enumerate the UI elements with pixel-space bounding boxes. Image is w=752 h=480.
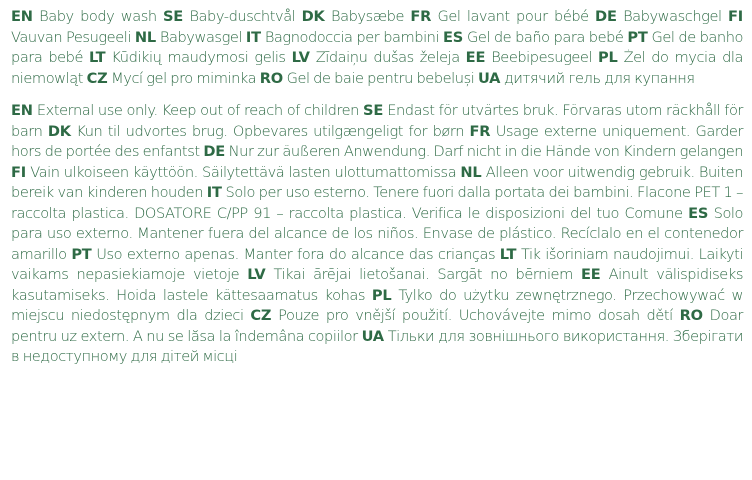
product-name-text: Mycí gel pro miminka (111, 69, 257, 87)
warning-text: Alleen voor uitwendig gebruik. Buiten bereik van kinderen houden (11, 163, 744, 201)
warning-text: Kun til udvortes brug. Opbevares utilgængeligt for børn (76, 122, 464, 140)
product-name-text: Babywasgel (159, 28, 243, 46)
language-code-ua: UA (477, 69, 501, 87)
language-code-es: ES (688, 204, 709, 222)
product-name-text: Babywaschgel (623, 8, 722, 25)
language-code-fr: FR (469, 122, 491, 140)
product-name-text: Żel do mycia dla niemowląt (11, 49, 743, 87)
language-code-lt: LT (88, 49, 106, 66)
language-code-lt: LT (499, 245, 517, 263)
language-code-cz: CZ (250, 307, 272, 324)
language-code-ro: RO (679, 307, 703, 324)
language-code-ua: UA (361, 327, 384, 345)
language-code-nl: NL (460, 163, 482, 181)
language-code-ee: EE (465, 49, 486, 66)
warning-text: Solo para uso externo. Mantener fuera del alcance de los niños. Envase de plástico. Recíclalo en el contenedor amarillo (11, 204, 744, 263)
language-code-lv: LV (247, 266, 266, 283)
language-code-dk: DK (301, 8, 325, 25)
warning-text: Solo per uso esterno. Tenere fuori dalla portata dei bambini. Flacone PET 1 – raccolta plastica. DOSATORE C/PP 91 – raccolta plastica. Verifica le disposizioni del tuo Comune (11, 184, 743, 222)
warning-text: Nur zur äußeren Anwendung. Darf nicht in die Hände von Kindern gelangen (228, 143, 744, 160)
language-code-nl: NL (134, 28, 156, 46)
product-name-text: Gel de baie pentru bebeluși (286, 69, 475, 87)
language-code-fi: FI (11, 163, 26, 181)
language-code-en: EN (11, 102, 33, 119)
product-name-text: Babysæbe (331, 8, 404, 25)
language-code-it: IT (206, 184, 222, 201)
warning-text: Uso externo apenas. Manter fora do alcance das crianças (96, 245, 496, 263)
warning-text: Vain ulkoiseen käyttöön. Säilytettävä lasten ulottumattomissa (30, 163, 457, 181)
language-code-de: DE (595, 8, 617, 25)
warning-text: Usage externe uniquement. Garder hors de portée des enfantst (11, 122, 744, 160)
warning-text: Tikai ārējai lietošanai. Sargāt no bērniem (273, 266, 573, 283)
warning-text: Pouze pro vnější použití. Uchovávejte mimo dosah dětí (278, 307, 673, 324)
language-code-ee: EE (580, 266, 601, 283)
product-name-text: Zīdaiņu dušas želeja (315, 49, 460, 66)
product-name-text: Kūdikių maudymosi gelis (111, 49, 286, 66)
product-name-text: Vauvan Pesugeeli (11, 28, 131, 46)
language-code-fr: FR (410, 8, 432, 25)
language-code-it: IT (245, 28, 261, 46)
product-name-block (11, 7, 743, 89)
language-code-se: SE (163, 8, 184, 25)
language-code-se: SE (363, 102, 384, 119)
product-name-text: Baby body wash (39, 8, 157, 25)
language-code-pt: PT (627, 28, 648, 46)
warning-text: External use only. Keep out of reach of children (36, 102, 359, 119)
warning-text: Endast för utvärtes bruk. Förvaras utom räckhåll för barn (11, 102, 743, 140)
warning-text: Doar pentru uz extern. A nu se lăsa la îndemâna copiilor (11, 307, 743, 345)
product-name-text: Bagnodoccia per bambini (264, 28, 440, 46)
language-code-ro: RO (259, 69, 283, 87)
language-code-pt: PT (71, 245, 92, 263)
product-name-text: Baby-duschtvål (189, 8, 296, 25)
language-code-en: EN (11, 8, 33, 25)
warning-text: Tik išoriniam naudojimui. Laikyti vaikams nepasiekiamoje vietoje (11, 245, 743, 283)
language-code-es: ES (442, 28, 464, 46)
language-code-lv: LV (291, 49, 310, 66)
warning-text: Ainult välispidiseks kasutamiseks. Hoida lastele kättesaamatus kohas (11, 266, 743, 304)
warning-text: Тільки для зовнішнього використання. Зберігати в недоступному для дітей місці (11, 327, 743, 365)
language-code-dk: DK (47, 122, 71, 140)
product-name-text: Beebipesugeel (491, 49, 593, 66)
language-code-de: DE (203, 143, 225, 160)
product-name-text: дитячий гель для купання (503, 69, 695, 87)
warning-text: Tylko do użytku zewnętrznego. Przechowywać w miejscu niedostępnym dla dzieci (11, 286, 744, 324)
language-code-pl: PL (371, 286, 392, 304)
product-name-text: Gel de baño para bebé (466, 28, 624, 46)
warnings-block (11, 101, 743, 368)
language-code-cz: CZ (86, 69, 108, 87)
product-name-text: Gel lavant pour bébé (437, 8, 589, 25)
language-code-pl: PL (598, 49, 618, 66)
product-name-text: Gel de banho para bebé (11, 28, 744, 66)
language-code-fi: FI (727, 8, 743, 25)
